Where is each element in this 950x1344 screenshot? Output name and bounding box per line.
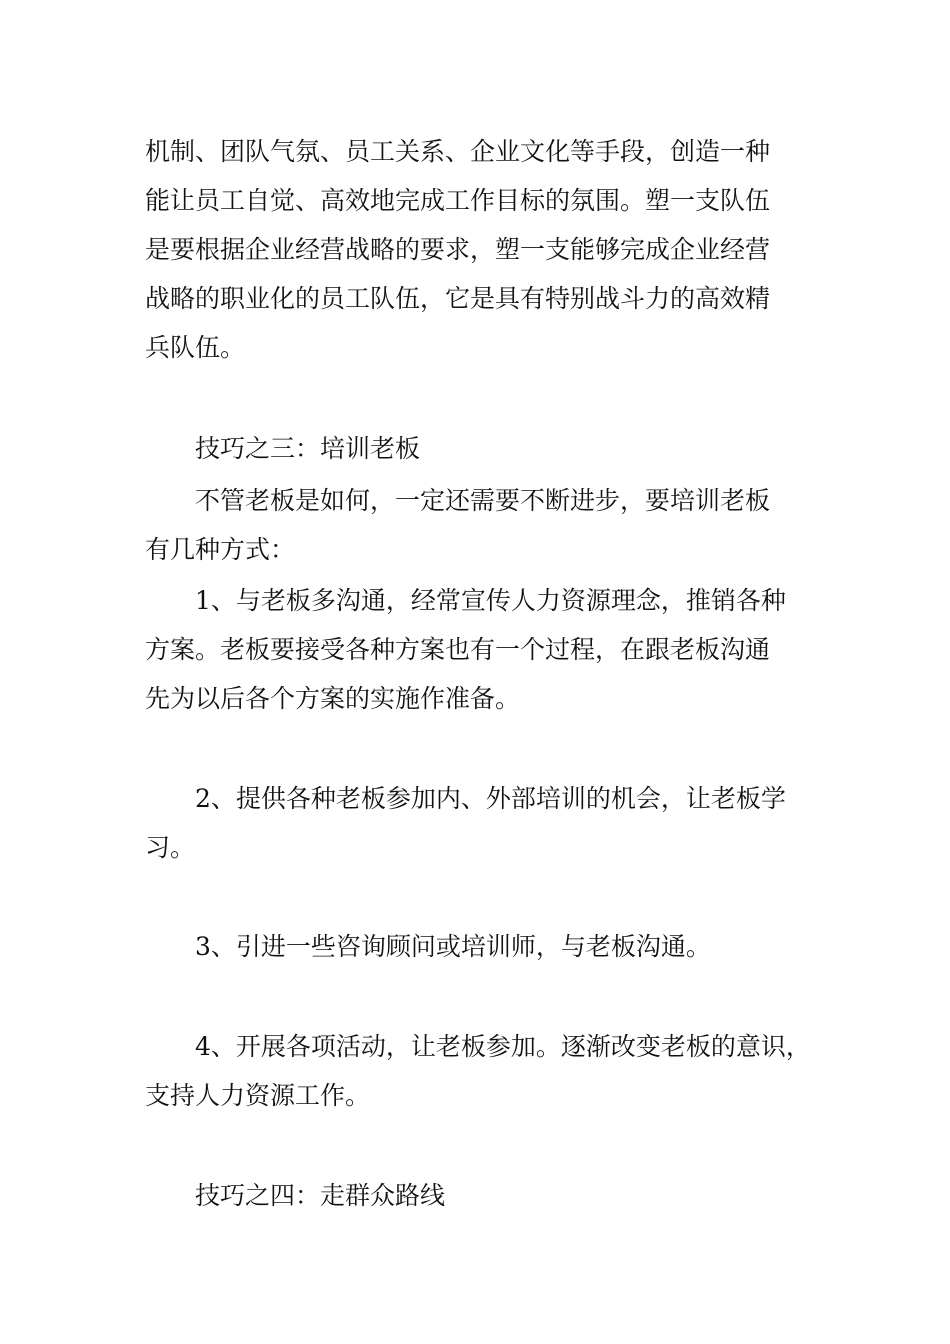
text-line: 机制、团队气氛、员工关系、企业文化等手段，创造一种 — [145, 137, 771, 166]
heading-text: 技巧之三：培训老板 — [195, 434, 421, 463]
heading-tip-four — [145, 1171, 815, 1220]
text-line: 1、与老板多沟通，经常宣传人力资源理念，推销各种 — [195, 586, 786, 615]
text-line: 是要根据企业经营战略的要求，塑一支能够完成企业经营 — [145, 235, 771, 264]
list-item-2 — [145, 774, 815, 872]
text-line: 有几种方式： — [145, 535, 296, 564]
paragraph-team-building — [145, 127, 815, 372]
text-line: 2、提供各种老板参加内、外部培训的机会，让老板学 — [195, 784, 786, 813]
text-line: 战略的职业化的员工队伍，它是具有特别战斗力的高效精 — [145, 284, 771, 313]
text-line: 能让员工自觉、高效地完成工作目标的氛围。塑一支队伍 — [145, 186, 771, 215]
heading-text: 技巧之四：走群众路线 — [195, 1181, 446, 1210]
text-line: 方案。老板要接受各种方案也有一个过程，在跟老板沟通 — [145, 635, 771, 664]
list-item-4 — [145, 1022, 815, 1120]
text-line: 支持人力资源工作。 — [145, 1081, 371, 1110]
list-item-3 — [145, 922, 815, 971]
text-line: 兵队伍。 — [145, 333, 246, 362]
text-line: 3、引进一些咨询顾问或培训师，与老板沟通。 — [195, 932, 711, 961]
paragraph-train-boss-intro — [145, 476, 815, 574]
text-line: 不管老板是如何，一定还需要不断进步，要培训老板 — [195, 486, 771, 515]
text-line: 4、开展各项活动，让老板参加。逐渐改变老板的意识， — [195, 1032, 811, 1061]
list-item-1 — [145, 576, 815, 723]
text-line: 先为以后各个方案的实施作准备。 — [145, 684, 521, 713]
text-line: 习。 — [145, 833, 196, 862]
heading-tip-three — [145, 424, 815, 473]
